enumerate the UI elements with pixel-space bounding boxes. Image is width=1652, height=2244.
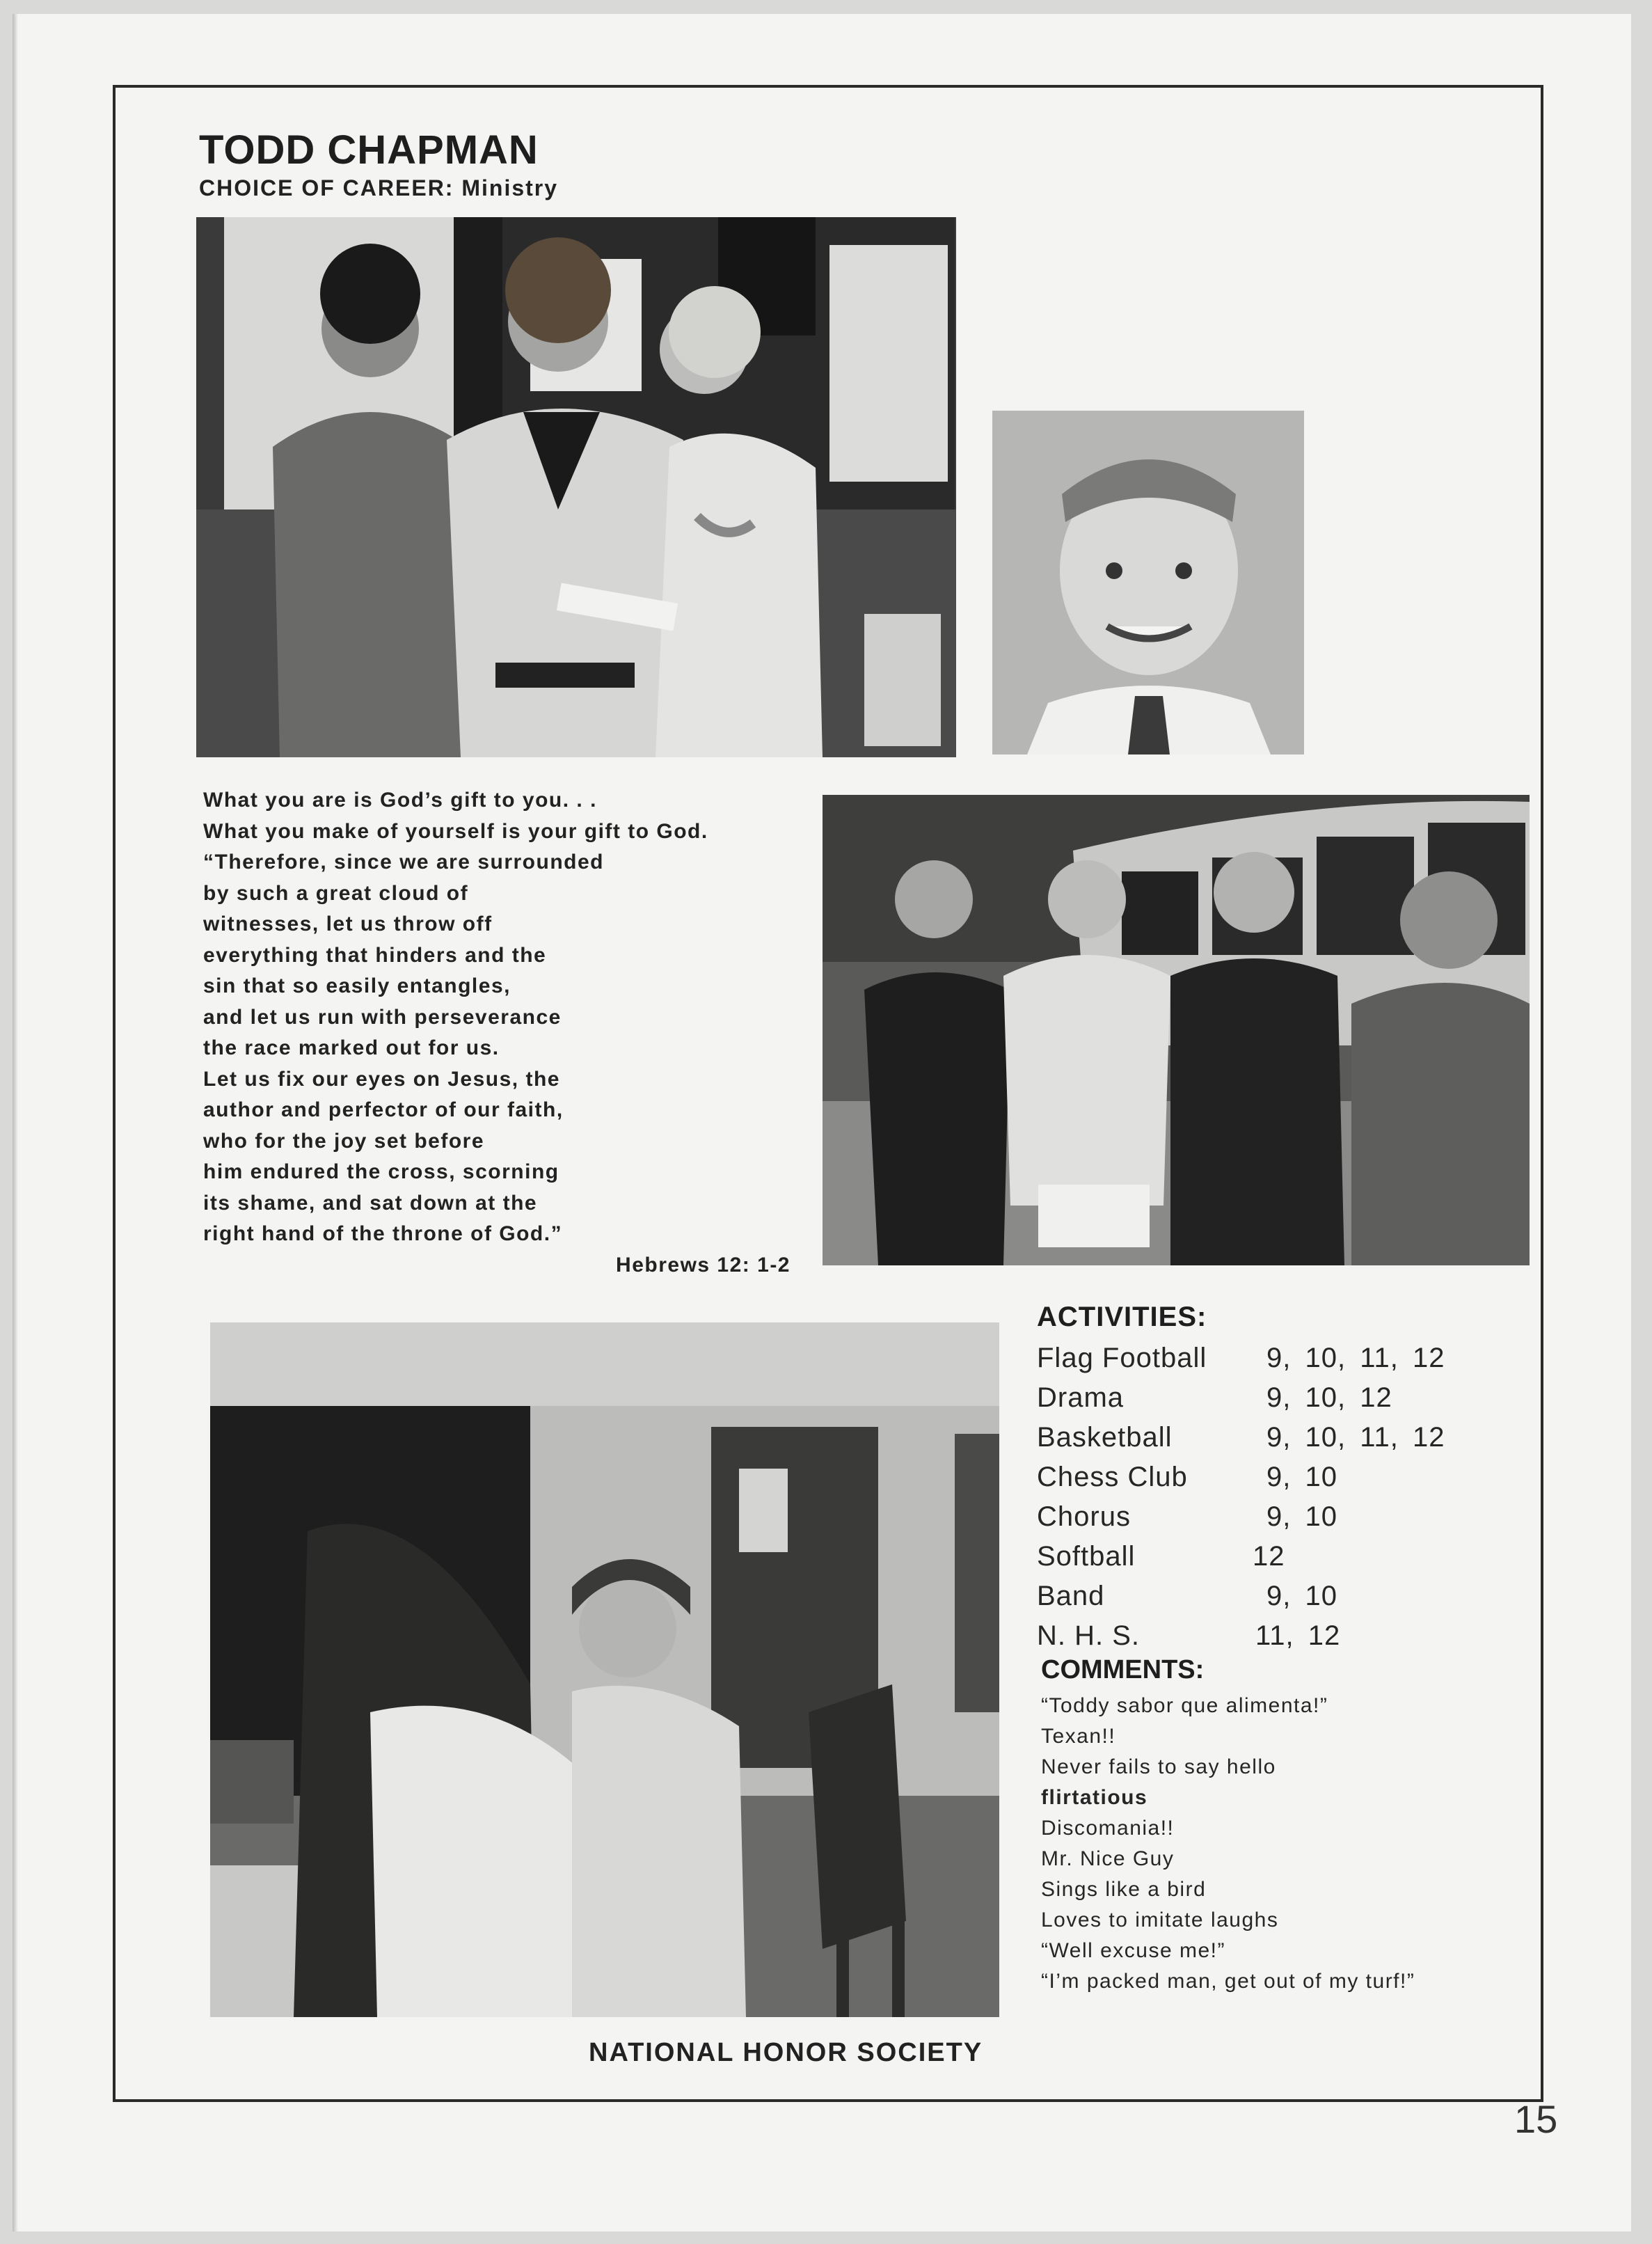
activity-name: Flag Football [1037,1343,1207,1373]
verse-line: witnesses, let us throw off [203,912,493,935]
activities-section [1037,1302,1482,1656]
verse-line: by such a great cloud of [203,881,469,905]
verse-line: the race marked out for us. [203,1036,500,1059]
comment-line: Mr. Nice Guy [1041,1847,1175,1870]
verse-line: author and perfector of our faith, [203,1098,564,1121]
activity-name: Chess Club [1037,1462,1188,1492]
activity-name: Band [1037,1581,1105,1611]
verse-line: What you make of yourself is your gift to God. [203,819,708,843]
activity-row [1037,1378,1482,1418]
activity-row [1037,1338,1482,1378]
comment-line: “I’m packed man, get out of my turf!” [1041,1970,1415,1993]
verse-line: right hand of the throne of God.” [203,1222,563,1245]
verse-line: its shame, and sat down at the [203,1191,538,1215]
activity-name: Drama [1037,1382,1125,1413]
comment-line: Discomania!! [1041,1817,1175,1840]
childhood-portrait-photo [992,411,1304,754]
activity-years: 9, 10 [1266,1462,1337,1492]
comment-line: Texan!! [1041,1725,1116,1748]
student-name: TODD CHAPMAN [199,127,539,173]
career-label: CHOICE OF CAREER: [199,175,454,200]
comment-line: Loves to imitate laughs [1041,1909,1279,1931]
verse-line: who for the joy set before [203,1129,485,1153]
activity-row [1037,1418,1482,1457]
activity-name: Chorus [1037,1501,1131,1532]
verse-line: everything that hinders and the [203,943,547,967]
activity-years: 9, 10, 11, 12 [1266,1422,1445,1453]
verse-line: him endured the cross, scorning [203,1160,559,1183]
comment-line: “Toddy sabor que alimenta!” [1041,1694,1328,1717]
activity-row [1037,1537,1482,1577]
group-photo [196,217,956,757]
activity-years: 11, 12 [1255,1620,1341,1651]
activity-years: 12 [1253,1541,1285,1572]
activity-name: N. H. S. [1037,1620,1141,1651]
activity-row [1037,1577,1482,1616]
activity-years: 9, 10 [1266,1581,1337,1611]
verse-line: sin that so easily entangles, [203,974,511,997]
verse-line: “Therefore, since we are surrounded [203,851,604,874]
activity-years: 9, 10 [1266,1501,1337,1532]
verse-line: What you are is God’s gift to you. . . [203,789,597,812]
verse-line: Let us fix our eyes on Jesus, the [203,1067,560,1091]
activity-row [1037,1616,1482,1656]
bus-trip-photo [823,795,1530,1265]
activity-row [1037,1457,1482,1497]
verse-reference: Hebrews 12: 1-2 [616,1253,791,1277]
activity-row [1037,1497,1482,1537]
activity-years: 9, 10, 12 [1266,1382,1392,1413]
activities-heading: ACTIVITIES: [1037,1302,1207,1332]
bible-verse [203,785,816,1281]
career-line [199,175,558,201]
verse-line: and let us run with perseverance [203,1005,562,1029]
footer-caption: NATIONAL HONOR SOCIETY [589,2038,983,2067]
classroom-photo [210,1322,999,2017]
activity-years: 9, 10, 11, 12 [1266,1343,1445,1373]
activity-name: Basketball [1037,1422,1173,1453]
activity-name: Softball [1037,1541,1136,1572]
career-value: Ministry [461,175,559,200]
comment-line: flirtatious [1041,1786,1148,1809]
page-number: 15 [1514,2097,1558,2141]
comment-line: Sings like a bird [1041,1878,1207,1901]
comment-line: Never fails to say hello [1041,1755,1276,1778]
comment-line: “Well excuse me!” [1041,1939,1226,1962]
comments-section [1041,1655,1528,1997]
comments-heading: COMMENTS: [1041,1655,1205,1684]
